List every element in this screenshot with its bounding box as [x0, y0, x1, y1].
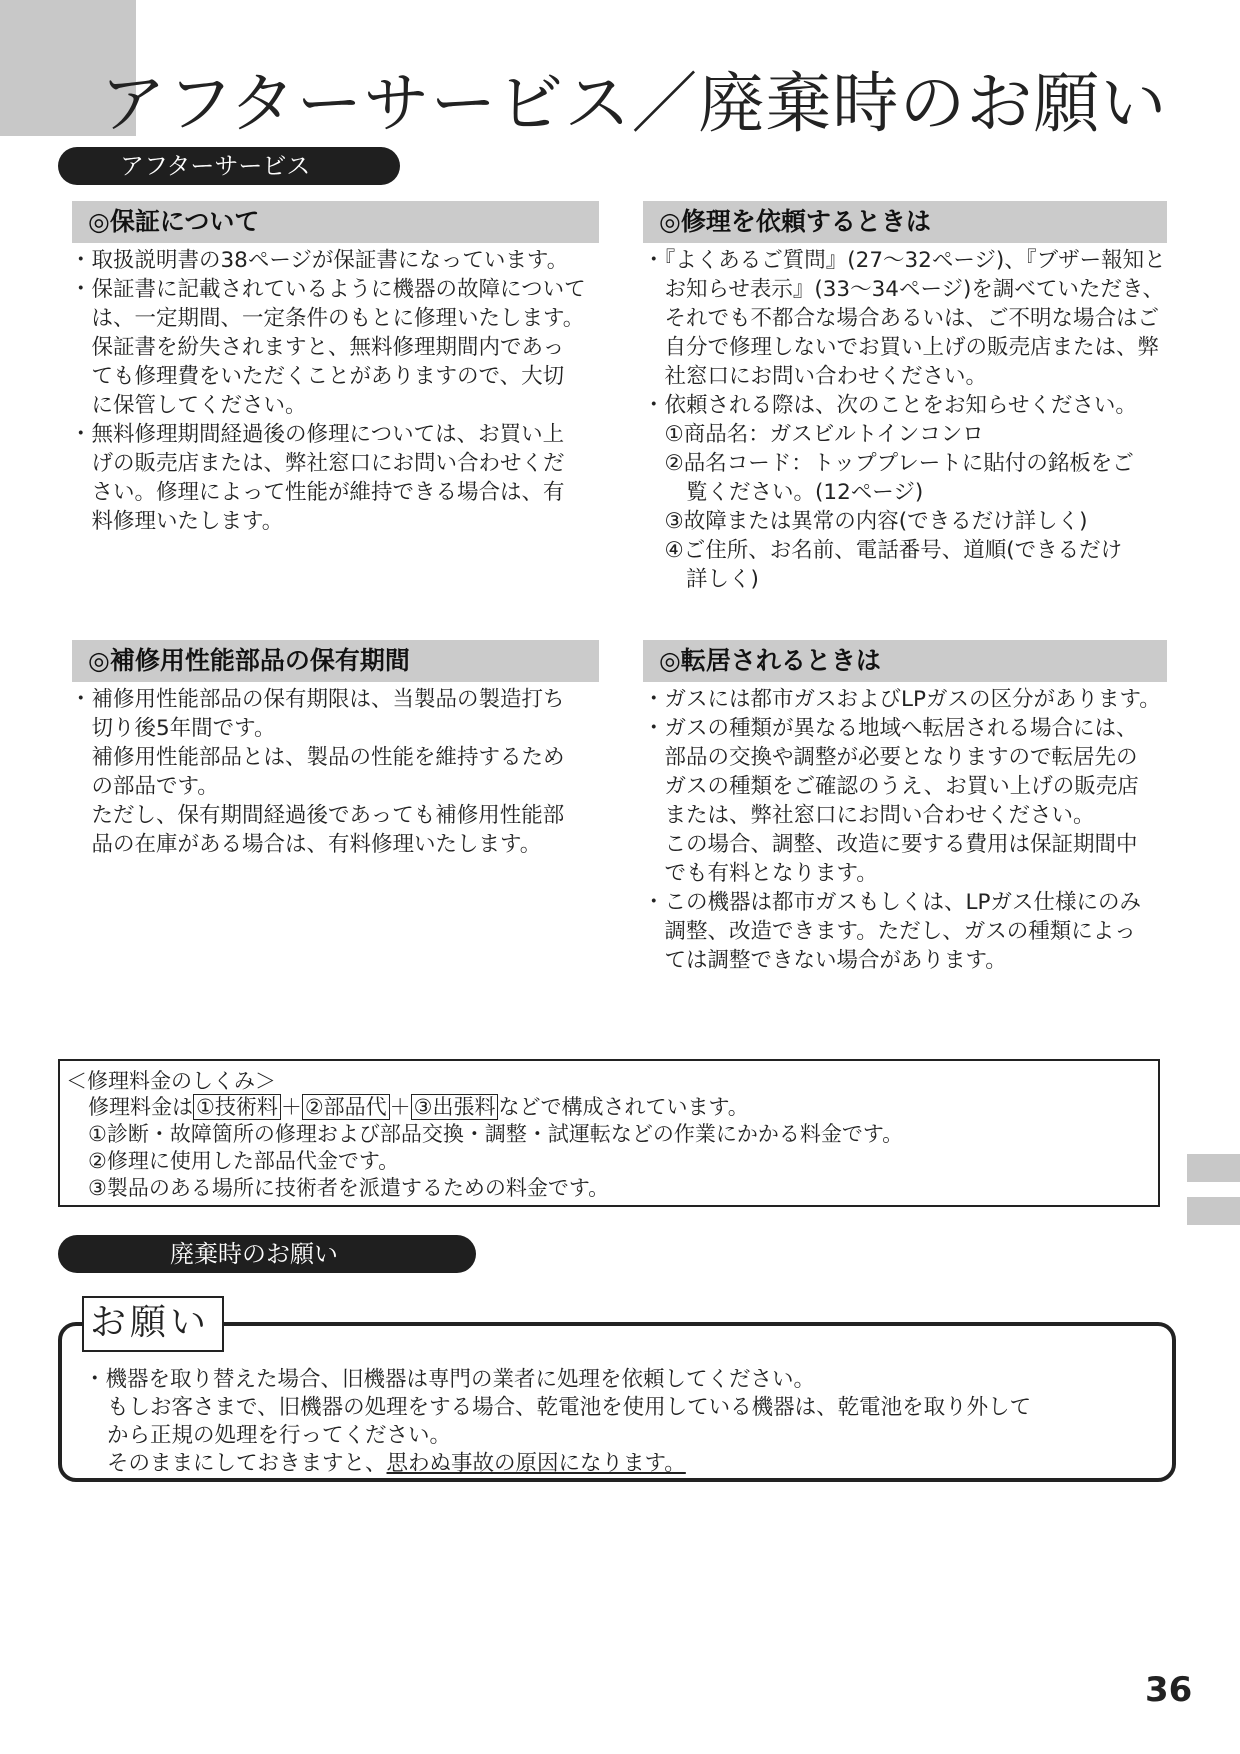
parts-period-body [70, 685, 565, 859]
fee-item-parts: ②部品代 [302, 1094, 390, 1120]
warranty-line: に保管してください。 [70, 393, 307, 418]
repair-request-line: 自分で修理しないでお買い上げの販売店または、弊 [643, 335, 1160, 360]
after-service-section-label [58, 147, 400, 185]
repair-request-line: それでも不都合な場合あるいは、ご不明な場合はご [643, 306, 1160, 331]
fee-item-travel: ③出張料 [411, 1094, 499, 1120]
disposal-label-text: 廃棄時のお願い [170, 1240, 338, 1268]
parts-period-line: 切り後5年間です。 [70, 716, 276, 741]
moving-body [643, 685, 1161, 975]
repair-request-line: 社窓口にお問い合わせください。 [643, 364, 988, 389]
notice-last-prefix: そのままにしておきますと、 [107, 1451, 387, 1476]
fee-note: ②修理に使用した部品代金です。 [88, 1149, 400, 1173]
fee-formula [88, 1091, 749, 1121]
fee-formula-intro: 修理料金は [88, 1095, 193, 1119]
repair-request-line: お知らせ表示』(33〜34ページ)を調べていただき、 [643, 277, 1165, 302]
parts-period-line: の部品です。 [70, 774, 219, 799]
repair-fee-box [58, 1059, 1160, 1207]
repair-request-line: ②品名コード：トッププレートに貼付の銘板をご [643, 451, 1134, 476]
moving-line: ガスの種類をご確認のうえ、お買い上げの販売店 [643, 774, 1139, 799]
after-service-label-text: アフターサービス [120, 152, 311, 180]
notice-warning-underlined: 思わぬ事故の原因になります。 [386, 1451, 686, 1476]
warranty-line: げの販売店または、弊社窓口にお問い合わせくだ [70, 451, 565, 476]
moving-line: 部品の交換や調整が必要となりますので転居先の [643, 745, 1138, 770]
moving-line: この場合、調整、改造に要する費用は保証期間中 [643, 832, 1138, 857]
side-index-tab [1187, 1154, 1240, 1182]
repair-request-line: 覧ください。(12ページ) [643, 480, 924, 505]
page-title: アフターサービス／廃棄時のお願い [100, 65, 1168, 142]
moving-line: または、弊社窓口にお問い合わせください。 [643, 803, 1095, 828]
moving-line: ・ガスの種類が異なる地域へ転居される場合には、 [643, 716, 1138, 741]
parts-period-heading: ◎補修用性能部品の保有期間 [72, 640, 599, 682]
parts-period-line: 品の在庫がある場合は、有料修理いたします。 [70, 832, 542, 857]
fee-note: ①診断・故障箇所の修理および部品交換・調整・試運転などの作業にかかる料金です。 [88, 1122, 904, 1146]
fee-note: ③製品のある場所に技術者を派遣するための料金です。 [88, 1176, 610, 1200]
repair-request-line: ③故障または異常の内容(できるだけ詳しく) [643, 509, 1088, 534]
fee-box-title: ＜修理料金のしくみ＞ [66, 1069, 276, 1093]
repair-request-line: ・依頼される際は、次のことをお知らせください。 [643, 393, 1137, 418]
fee-plus: ＋ [280, 1095, 302, 1119]
parts-period-line: ただし、保有期間経過後であっても補修用性能部 [70, 803, 565, 828]
warranty-line: は、一定期間、一定条件のもとに修理いたします。 [70, 306, 585, 331]
moving-line: ・この機器は都市ガスもしくは、LPガス仕様にのみ [643, 890, 1141, 915]
notice-line: もしお客さまで、旧機器の処理をする場合、乾電池を使用している機器は、乾電池を取り外して [107, 1395, 1032, 1420]
warranty-line: ・保証書に記載されているように機器の故障について [70, 277, 586, 302]
warranty-line: ・取扱説明書の38ページが保証書になっています。 [70, 248, 569, 273]
repair-request-line: 詳しく) [643, 567, 759, 592]
warranty-line: 料修理いたします。 [70, 509, 284, 534]
notice-line: ・機器を取り替えた場合、旧機器は専門の業者に処理を依頼してください。 [84, 1367, 816, 1392]
side-index-tab [1187, 1197, 1240, 1225]
notice-label: お願い [82, 1296, 224, 1352]
fee-item-technical: ①技術料 [193, 1094, 281, 1120]
repair-request-line: ・『よくあるご質問』(27〜32ページ)、『ブザー報知と [643, 248, 1166, 273]
warranty-line: ・無料修理期間経過後の修理については、お買い上 [70, 422, 565, 447]
warranty-body [70, 246, 586, 536]
disposal-section-label [58, 1235, 476, 1273]
warranty-line: 保証書を紛失されますと、無料修理期間内であっ [70, 335, 565, 360]
notice-line-last [107, 1446, 686, 1477]
moving-heading: ◎転居されるときは [643, 640, 1167, 682]
fee-formula-suffix: などで構成されています。 [498, 1095, 749, 1119]
moving-line: ては調整できない場合があります。 [643, 948, 1007, 973]
repair-request-line: ④ご住所、お名前、電話番号、道順(できるだけ [643, 538, 1123, 563]
warranty-line: ても修理費をいただくことがありますので、大切 [70, 364, 565, 389]
repair-request-body [643, 246, 1166, 594]
repair-request-heading: ◎修理を依頼するときは [643, 201, 1167, 243]
parts-period-line: 補修用性能部品とは、製品の性能を維持するため [70, 745, 565, 770]
moving-line: ・ガスには都市ガスおよびLPガスの区分があります。 [643, 687, 1161, 712]
warranty-line: さい。修理によって性能が維持できる場合は、有 [70, 480, 565, 505]
notice-line: から正規の処理を行ってください。 [107, 1423, 452, 1448]
fee-plus: ＋ [389, 1095, 411, 1119]
repair-request-line: ①商品名：ガスビルトインコンロ [643, 422, 984, 447]
parts-period-line: ・補修用性能部品の保有期限は、当製品の製造打ち [70, 687, 565, 712]
moving-line: 調整、改造できます。ただし、ガスの種類によっ [643, 919, 1136, 944]
moving-line: でも有料となります。 [643, 861, 878, 886]
warranty-heading: ◎保証について [72, 201, 599, 243]
page-number: 36 [1145, 1670, 1193, 1710]
